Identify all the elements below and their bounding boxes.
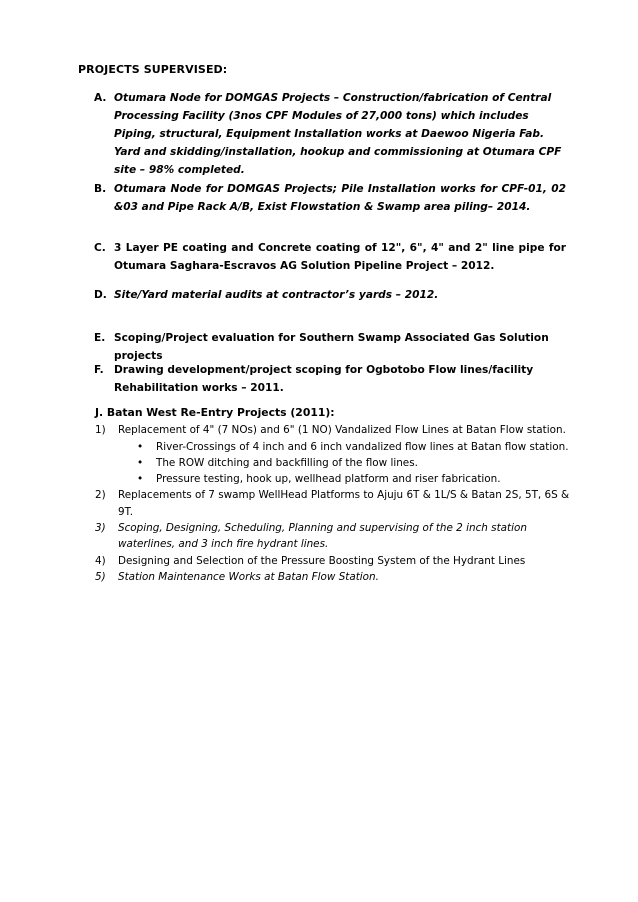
bullet-list xyxy=(78,439,578,488)
entry-number: 1) xyxy=(95,424,106,437)
bullet-text: The ROW ditching and backfilling of the flow lines. xyxy=(156,456,418,469)
project-item-b xyxy=(94,180,566,216)
entry-number: 3) xyxy=(95,522,106,535)
bullet-text: Pressure testing, hook up, wellhead platform and riser fabrication. xyxy=(156,473,501,486)
section-heading: PROJECTS SUPERVISED: xyxy=(78,63,228,76)
item-text: Otumara Node for DOMGAS Projects – Construction/fabrication of Central Processing Facility (3nos CPF Modules of 27,000 tons) which includes Piping, structural, Equipment Installation works at Daewoo Nigeria Fab. Yard and skidding/installation, hookup and commissioning at Otumara CPF site – 98% completed. xyxy=(114,92,562,176)
entry-number: 5) xyxy=(95,570,106,583)
item-text: Scoping/Project evaluation for Southern Swamp Associated Gas Solution projects xyxy=(114,332,549,362)
item-text: 3 Layer PE coating and Concrete coating of 12", 6", 4" and 2" line pipe for Otumara Saghara-Escravos AG Solution Pipeline Project – 2012. xyxy=(114,242,566,272)
batan-entry-5 xyxy=(78,569,578,585)
item-letter: F. xyxy=(94,364,104,376)
entry-number: 4) xyxy=(95,554,106,567)
batan-entry-1 xyxy=(78,422,578,438)
entry-number: 2) xyxy=(95,489,106,502)
project-item-d xyxy=(94,286,566,304)
project-item-f xyxy=(94,361,566,397)
project-item-c xyxy=(94,239,566,275)
entry-text: Station Maintenance Works at Batan Flow Station. xyxy=(118,570,379,583)
item-letter: D. xyxy=(94,289,107,301)
item-text: Site/Yard material audits at contractor’s yards – 2012. xyxy=(114,289,439,301)
bullet-icon: • xyxy=(137,456,144,469)
item-letter: B. xyxy=(94,183,107,195)
bullet-item xyxy=(78,455,578,471)
item-letter: A. xyxy=(94,92,107,104)
item-text: Drawing development/project scoping for Ogbotobo Flow lines/facility Rehabilitation works – 2011. xyxy=(114,364,534,394)
bullet-icon: • xyxy=(137,440,144,453)
bullet-text: River-Crossings of 4 inch and 6 inch vandalized flow lines at Batan flow station. xyxy=(156,440,569,453)
entry-text: Replacements of 7 swamp WellHead Platforms to Ajuju 6T & 1L/S & Batan 2S, 5T, 6S & 9T. xyxy=(118,489,570,518)
bullet-icon: • xyxy=(137,473,144,486)
batan-entry-4 xyxy=(78,553,578,569)
batan-entry-3 xyxy=(78,520,578,553)
item-letter: E. xyxy=(94,332,106,344)
item-text: Otumara Node for DOMGAS Projects; Pile Installation works for CPF-01, 02 &03 and Pipe Rack A/B, Exist Flowstation & Swamp area piling– 2014. xyxy=(114,183,566,213)
bullet-item xyxy=(78,439,578,455)
project-item-e xyxy=(94,329,566,365)
entry-text: Designing and Selection of the Pressure Boosting System of the Hydrant Lines xyxy=(118,554,526,567)
project-item-a xyxy=(94,89,566,179)
item-letter: C. xyxy=(94,242,106,254)
batan-title: J. Batan West Re-Entry Projects (2011): xyxy=(95,406,335,419)
batan-section xyxy=(78,405,578,585)
entry-text: Replacement of 4" (7 NOs) and 6" (1 NO) Vandalized Flow Lines at Batan Flow station. xyxy=(118,424,566,437)
bullet-item xyxy=(78,471,578,487)
entry-text: Scoping, Designing, Scheduling, Planning and supervising of the 2 inch station waterlines, and 3 inch fire hydrant lines. xyxy=(118,522,527,551)
batan-entry-2 xyxy=(78,487,578,520)
